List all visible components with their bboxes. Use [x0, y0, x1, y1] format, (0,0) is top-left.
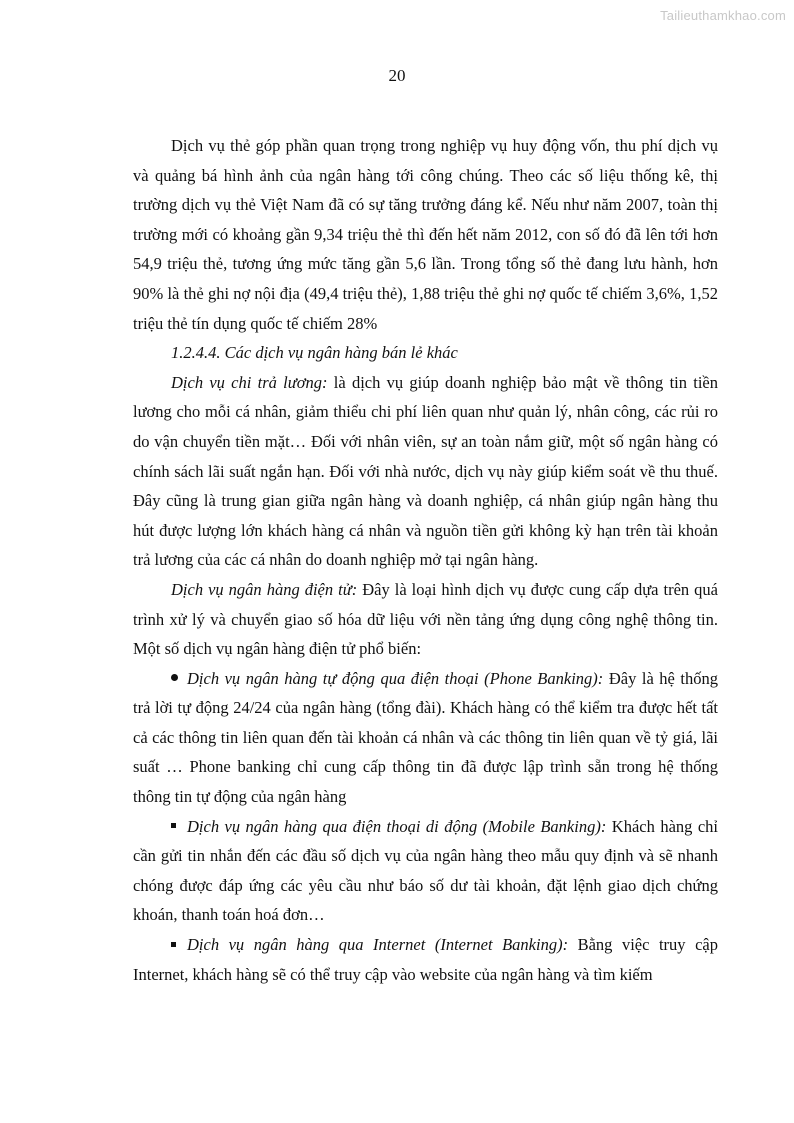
- document-body: [133, 131, 718, 989]
- section-heading: 1.2.4.4. Các dịch vụ ngân hàng bán lẻ khác: [171, 343, 458, 363]
- phone-banking-text: Đây là hệ thống trả lời tự động 24/24 của ngân hàng (tổng đài). Khách hàng có thể kiểm tra được hết tất cả các thông tin liên quan đến tài khoản cá nhân và các thông tin liên quan về tỷ giá, lãi suất … Phone banking chỉ cung cấp thông tin đã được lập trình sẵn trong hệ thống thông tin tự động của ngân hàng: [133, 668, 718, 807]
- payroll-text: là dịch vụ giúp doanh nghiệp bảo mật về thông tin tiền lương cho mỗi cá nhân, giảm thiểu chi phí liên quan như quản lý, nhân công, các rủi ro do vận chuyển tiền mặt… Đối với nhân viên, sự an toàn nắm giữ, một số ngân hàng có chính sách lãi suất ngắn hạn. Đối với nhà nước, dịch vụ này giúp kiểm soát về thu thuế. Đây cũng là trung gian giữa ngân hàng và doanh nghiệp, cá nhân giúp ngân hàng thu hút được lượng lớn khách hàng cá nhân và nguồn tiền gửi không kỳ hạn trên tài khoản trả lương của các cá nhân do doanh nghiệp mở tại ngân hàng.: [133, 372, 718, 570]
- internet-banking-label: Dịch vụ ngân hàng qua Internet (Internet Banking):: [187, 935, 569, 955]
- internet-banking-text: Bằng việc truy cập Internet, khách hàng sẽ có thể truy cập vào website của ngân hàng và tìm kiếm: [133, 935, 718, 984]
- page-number: 20: [388, 66, 406, 85]
- e-banking-text: Đây là loại hình dịch vụ được cung cấp dựa trên quá trình xử lý và chuyển giao số hóa dữ liệu với nền tảng ứng dụng công nghệ thông tin. Một số dịch vụ ngân hàng điện tử phổ biến:: [133, 579, 718, 659]
- list-item-mobile-banking: [133, 812, 718, 930]
- paragraph-payroll-service: [133, 368, 718, 575]
- paragraph-card-services: Dịch vụ thẻ góp phần quan trọng trong nghiệp vụ huy động vốn, thu phí dịch vụ và quảng bá hình ảnh của ngân hàng tới công chúng. Theo các số liệu thống kê, thị trường dịch vụ thẻ Việt Nam đã có sự tăng trưởng đáng kể. Nếu như năm 2007, toàn thị trường mới có khoảng gần 9,34 triệu thẻ thì đến hết năm 2012, con số đó đã lên tới hơn 54,9 triệu thẻ, tương ứng mức tăng gần 5,6 lần. Trong tổng số thẻ đang lưu hành, hơn 90% là thẻ ghi nợ nội địa (49,4 triệu thẻ), 1,88 triệu thẻ ghi nợ quốc tế chiếm 3,6%, 1,52 triệu thẻ tín dụng quốc tế chiếm 28%: [133, 136, 718, 333]
- phone-banking-label: Dịch vụ ngân hàng tự động qua điện thoại (Phone Banking):: [187, 668, 604, 688]
- mobile-banking-text: Khách hàng chỉ cần gửi tin nhắn đến các đầu số dịch vụ của ngân hàng theo mẫu quy định và sẽ nhanh chóng được đáp ứng các yêu cầu như báo số dư tài khoản, đặt lệnh giao dịch chứng khoán, thanh toán hoá đơn…: [133, 816, 719, 925]
- list-item-phone-banking: [133, 664, 718, 812]
- bullet-dot-icon: [171, 669, 187, 688]
- paragraph-e-banking: [133, 575, 718, 664]
- watermark: Tailieuthamkhao.com: [660, 8, 786, 23]
- e-banking-label: Dịch vụ ngân hàng điện tử:: [171, 579, 358, 599]
- mobile-banking-label: Dịch vụ ngân hàng qua điện thoại di động (Mobile Banking):: [187, 816, 607, 836]
- bullet-square-icon: [171, 935, 187, 954]
- list-item-internet-banking: [133, 930, 718, 989]
- bullet-square-icon: [171, 817, 187, 836]
- payroll-label: Dịch vụ chi trả lương:: [171, 372, 328, 392]
